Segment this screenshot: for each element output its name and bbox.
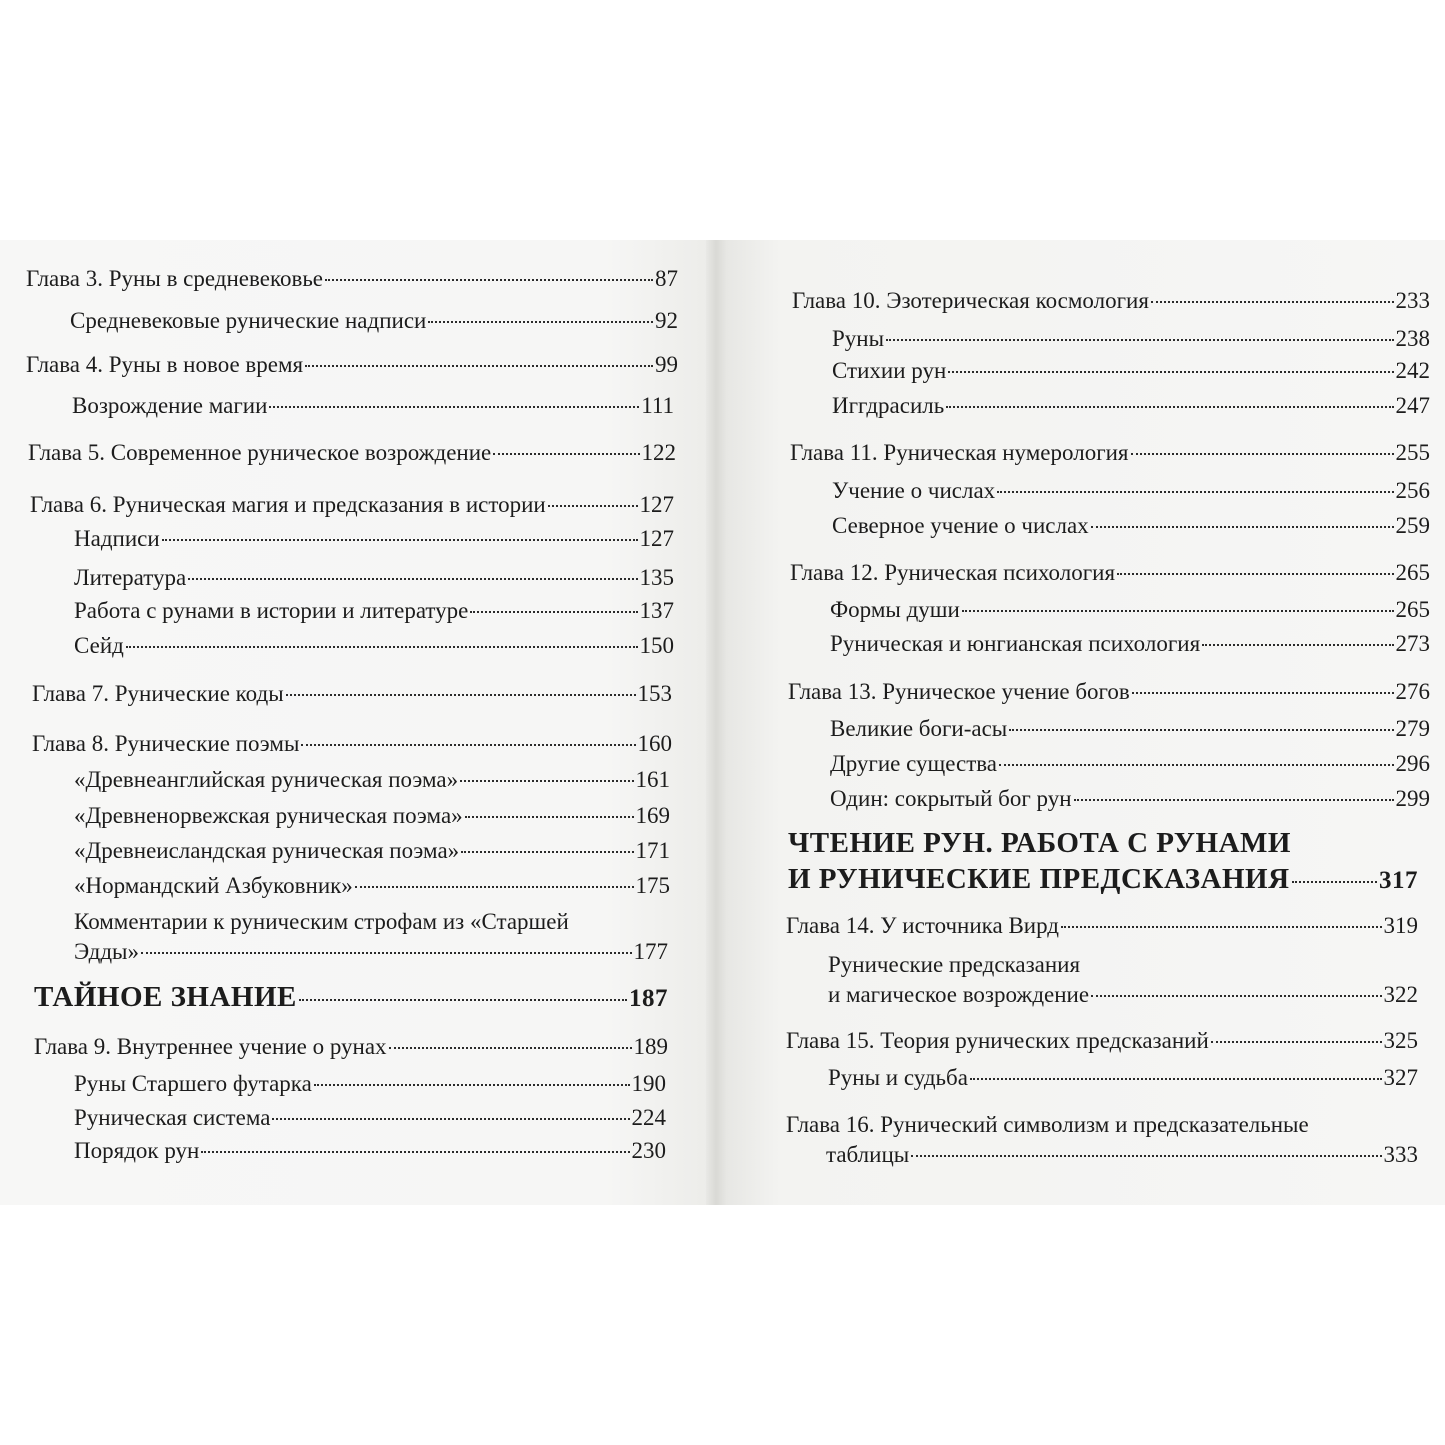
toc-entry-title: Формы души	[830, 597, 960, 622]
toc-entry-page: 233	[1395, 288, 1430, 313]
toc-entry-page: 296	[1395, 751, 1430, 776]
dot-leader	[548, 505, 638, 507]
toc-entry-title: Сейд	[74, 633, 124, 658]
toc-entry-title: Руническая и юнгианская психология	[830, 631, 1201, 656]
toc-section	[34, 981, 668, 1015]
toc-entry-page: 169	[635, 803, 670, 828]
book-spread	[0, 240, 1445, 1205]
toc-entry-page: 265	[1395, 597, 1430, 622]
dot-leader	[1061, 926, 1382, 928]
toc-entry	[74, 1105, 666, 1131]
toc-entry	[788, 679, 1430, 705]
toc-entry-page: 327	[1383, 1065, 1418, 1090]
toc-entry	[26, 266, 678, 292]
toc-entry-page: 161	[635, 767, 670, 792]
toc-entry	[74, 838, 670, 864]
toc-entry-title: Глава 16. Рунический символизм и предсказательные	[786, 1112, 1309, 1137]
dot-leader	[201, 1151, 629, 1153]
toc-entry	[832, 478, 1430, 504]
toc-entry-title: Комментарии к руническим строфам из «Старшей	[74, 909, 569, 934]
toc-entry-title: Глава 15. Теория рунических предсказаний	[786, 1028, 1209, 1053]
dot-leader	[1211, 1041, 1382, 1043]
toc-entry-page: 256	[1395, 478, 1430, 503]
toc-entry-title: Глава 3. Руны в средневековье	[26, 266, 324, 291]
dot-leader	[1117, 573, 1393, 575]
toc-entry-title: Порядок рун	[74, 1138, 200, 1163]
toc-entry-page: 319	[1383, 913, 1418, 938]
toc-entry-title: Эдды»	[74, 939, 139, 964]
toc-entry	[830, 597, 1430, 623]
toc-entry-title: Руны	[832, 326, 885, 351]
dot-leader	[1091, 526, 1394, 528]
toc-entry-page: 333	[1383, 1142, 1418, 1167]
toc-entry-title: Глава 7. Рунические коды	[32, 681, 284, 706]
dot-leader	[188, 578, 637, 580]
dot-leader	[1132, 692, 1394, 694]
toc-entry	[830, 631, 1430, 657]
toc-entry-page: 299	[1395, 786, 1430, 811]
toc-entry	[828, 982, 1418, 1008]
toc-section	[788, 863, 1418, 897]
toc-section-page: 317	[1379, 867, 1418, 894]
toc-entry-title: Глава 6. Руническая магия и предсказания в истории	[30, 492, 546, 517]
toc-entry-title: Возрождение магии	[72, 393, 268, 418]
toc-entry	[74, 873, 670, 899]
dot-leader	[1131, 453, 1394, 455]
toc-entry	[74, 565, 674, 591]
dot-leader	[301, 744, 635, 746]
toc-entry	[26, 352, 678, 378]
toc-entry-page: 171	[635, 838, 670, 863]
toc-entry-page: 127	[639, 492, 674, 517]
dot-leader	[428, 321, 653, 323]
dot-leader	[1292, 881, 1377, 883]
toc-entry-title: «Древненорвежская руническая поэма»	[74, 803, 463, 828]
dot-leader	[997, 491, 1393, 493]
toc-entry-page: 175	[635, 873, 670, 898]
toc-entry-page: 160	[637, 731, 672, 756]
toc-entry-page: 127	[639, 526, 674, 551]
dot-leader	[970, 1078, 1382, 1080]
toc-entry	[830, 786, 1430, 812]
toc-entry-title: Северное учение о числах	[832, 513, 1089, 538]
toc-entry-page: 279	[1395, 716, 1430, 741]
toc-entry-title: Глава 5. Современное руническое возрождение	[28, 440, 492, 465]
dot-leader	[305, 365, 653, 367]
toc-entry-page: 238	[1395, 326, 1430, 351]
toc-entry-title: Литература	[74, 565, 187, 590]
toc-entry-title: Глава 12. Руническая психология	[790, 560, 1116, 585]
toc-entry	[830, 751, 1430, 777]
toc-entry-title: Иггдрасиль	[832, 393, 945, 418]
dot-leader	[465, 816, 634, 818]
toc-entry-title: Руническая система	[74, 1105, 271, 1130]
toc-entry-page: 255	[1395, 440, 1430, 465]
toc-entry-title: «Нормандский Азбуковник»	[74, 873, 353, 898]
toc-entry-page: 242	[1395, 358, 1430, 383]
dot-leader	[470, 611, 637, 613]
dot-leader	[299, 999, 627, 1001]
toc-entry	[828, 1065, 1418, 1091]
dot-leader	[126, 646, 638, 648]
dot-leader	[325, 279, 653, 281]
toc-entry-page: 189	[633, 1034, 668, 1059]
toc-entry-page: 150	[639, 633, 674, 658]
dot-leader	[355, 886, 634, 888]
toc-entry-title: таблицы	[826, 1142, 910, 1167]
toc-entry-page: 135	[639, 565, 674, 590]
toc-entry	[28, 440, 676, 466]
toc-entry-page: 276	[1395, 679, 1430, 704]
toc-entry-page: 122	[641, 440, 676, 465]
toc-entry-title: Стихии рун	[832, 358, 947, 383]
toc-entry-page: 247	[1395, 393, 1430, 418]
toc-section-title: И РУНИЧЕСКИЕ ПРЕДСКАЗАНИЯ	[788, 863, 1290, 895]
dot-leader	[999, 764, 1393, 766]
dot-leader	[162, 539, 638, 541]
dot-leader	[1091, 995, 1381, 997]
book-gutter	[706, 240, 726, 1205]
dot-leader	[1009, 729, 1393, 731]
toc-entry	[32, 681, 672, 707]
dot-leader	[493, 453, 639, 455]
toc-entry	[832, 513, 1430, 539]
dot-leader	[460, 780, 633, 782]
toc-entry	[786, 1028, 1418, 1054]
toc-section-title: ЧТЕНИЕ РУН. РАБОТА С РУНАМИ	[788, 827, 1291, 859]
toc-entry	[74, 1138, 666, 1164]
dot-leader	[461, 851, 633, 853]
toc-entry-title: Учение о числах	[832, 478, 996, 503]
toc-entry-title: Глава 14. У источника Вирд	[786, 913, 1059, 938]
toc-entry-title: Один: сокрытый бог рун	[830, 786, 1072, 811]
toc-entry-title: Надписи	[74, 526, 160, 551]
dot-leader	[389, 1047, 632, 1049]
dot-leader	[962, 610, 1394, 612]
dot-leader	[141, 952, 632, 954]
toc-entry	[790, 440, 1430, 466]
toc-entry-page: 322	[1383, 982, 1418, 1007]
dot-leader	[314, 1084, 630, 1086]
toc-entry-title: Средневековые рунические надписи	[70, 308, 427, 333]
dot-leader	[886, 339, 1393, 341]
toc-entry-page: 87	[655, 266, 678, 291]
toc-section-page: 187	[629, 985, 668, 1012]
toc-entry	[74, 633, 674, 659]
toc-entry	[830, 716, 1430, 742]
toc-entry-page: 259	[1395, 513, 1430, 538]
dot-leader	[946, 406, 1393, 408]
toc-entry	[786, 913, 1418, 939]
toc-entry-page: 111	[641, 393, 674, 418]
dot-leader	[1074, 799, 1394, 801]
dot-leader	[272, 1118, 629, 1120]
dot-leader	[1151, 301, 1394, 303]
toc-entry-page: 99	[655, 352, 678, 377]
toc-entry	[32, 731, 672, 757]
toc-entry-title: Другие существа	[830, 751, 998, 776]
toc-entry-page: 325	[1383, 1028, 1418, 1053]
toc-entry	[832, 393, 1430, 419]
toc-section-title: ТАЙНОЕ ЗНАНИЕ	[34, 981, 297, 1013]
toc-entry-title: «Древнеанглийская руническая поэма»	[74, 767, 459, 792]
toc-entry-page: 273	[1395, 631, 1430, 656]
toc-entry-title: Руны и судьба	[828, 1065, 968, 1090]
toc-entry-page: 153	[637, 681, 672, 706]
toc-entry-page: 177	[633, 939, 668, 964]
toc-entry	[74, 939, 668, 965]
toc-entry-title: Глава 8. Рунические поэмы	[32, 731, 300, 756]
toc-entry	[74, 526, 674, 552]
left-page	[0, 240, 712, 1205]
toc-entry-title: Руны Старшего футарка	[74, 1071, 312, 1096]
toc-entry-title: Работа с рунами в истории и литературе	[74, 598, 469, 623]
toc-entry	[72, 393, 674, 419]
toc-entry-page: 265	[1395, 560, 1430, 585]
toc-entry-title: Глава 11. Руническая нумерология	[790, 440, 1129, 465]
toc-entry	[74, 598, 674, 624]
toc-entry	[30, 492, 674, 518]
toc-entry-page: 190	[631, 1071, 666, 1096]
toc-entry-page: 137	[639, 598, 674, 623]
toc-entry-title: Рунические предсказания	[828, 952, 1081, 977]
toc-entry	[74, 767, 670, 793]
dot-leader	[286, 694, 636, 696]
toc-entry-title: Глава 4. Руны в новое время	[26, 352, 304, 377]
toc-entry-title: «Древнеисландская руническая поэма»	[74, 838, 460, 863]
dot-leader	[269, 406, 639, 408]
toc-entry-title: Глава 10. Эзотерическая космология	[792, 288, 1149, 313]
dot-leader	[911, 1155, 1381, 1157]
toc-entry-title: Великие боги-асы	[830, 716, 1008, 741]
toc-entry	[790, 560, 1430, 586]
toc-entry-title: Глава 13. Руническое учение богов	[788, 679, 1130, 704]
toc-entry	[832, 326, 1430, 352]
toc-entry	[826, 1142, 1418, 1168]
toc-entry-page: 92	[655, 308, 678, 333]
toc-entry	[34, 1034, 668, 1060]
toc-entry-title: Глава 9. Внутреннее учение о рунах	[34, 1034, 387, 1059]
dot-leader	[948, 371, 1393, 373]
toc-entry	[74, 803, 670, 829]
toc-entry-page: 230	[631, 1138, 666, 1163]
toc-entry	[74, 1071, 666, 1097]
toc-entry-page: 224	[631, 1105, 666, 1130]
toc-entry-title: и магическое возрождение	[828, 982, 1090, 1007]
toc-entry	[70, 308, 678, 334]
toc-entry	[792, 288, 1430, 314]
toc-entry	[832, 358, 1430, 384]
dot-leader	[1202, 644, 1393, 646]
